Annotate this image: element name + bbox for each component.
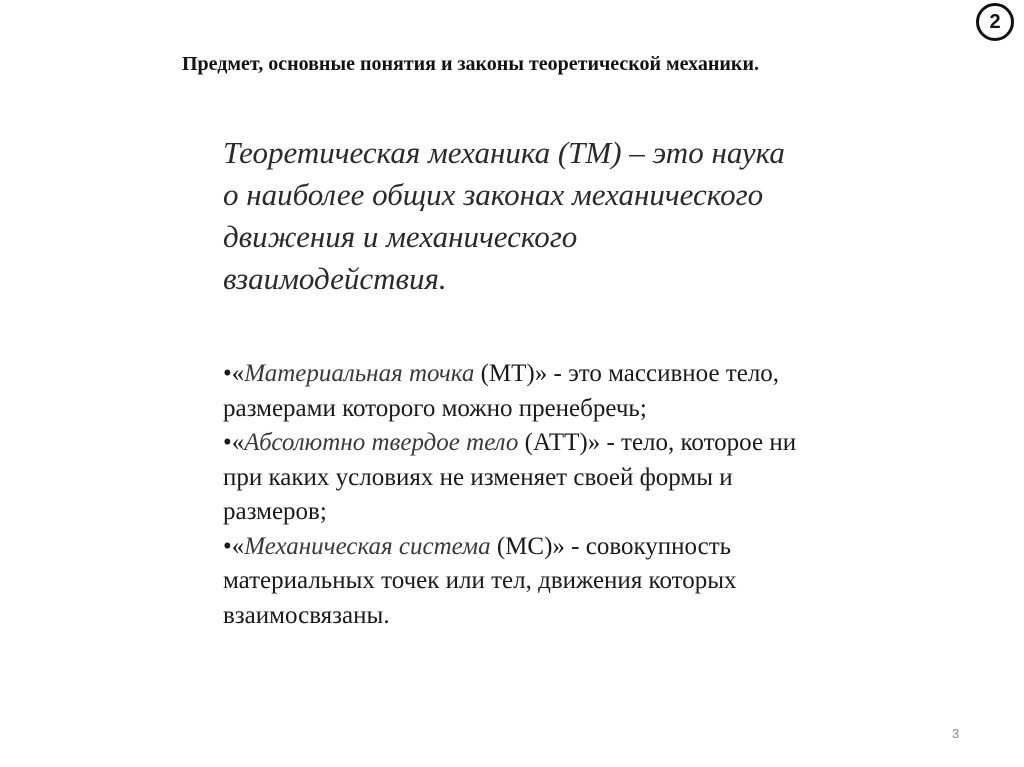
slide-section-badge: 2 — [976, 3, 1014, 41]
term-abbr: (МТ)» — [474, 360, 548, 387]
terms-list — [223, 357, 923, 633]
term-description: - совокупность — [564, 532, 732, 560]
term-description: - тело, которое ни — [600, 429, 797, 456]
term-description-line: размеров; — [223, 498, 327, 525]
slide-title: Предмет, основные понятия и законы теоретической механики. — [182, 53, 759, 75]
term-name: Механическая система — [244, 532, 491, 560]
bullet-prefix: •« — [223, 360, 245, 387]
definition-line: взаимодействия. — [223, 261, 447, 296]
term-name: Абсолютно твердое тело — [244, 429, 519, 456]
term-description: - это массивное тело, — [547, 360, 780, 387]
list-item — [223, 357, 923, 392]
term-description-line: при каких условиях не изменяет своей формы и — [223, 463, 733, 491]
bullet-prefix: •« — [223, 532, 245, 560]
term-description-line: размерами которого можно пренебречь; — [223, 394, 647, 422]
term-abbr: (МС)» — [490, 532, 565, 560]
term-name: Материальная точка — [244, 360, 475, 387]
list-item — [223, 530, 923, 565]
definition-line: Теоретическая механика (ТМ) – это наука — [223, 135, 785, 170]
definition-block — [223, 132, 883, 300]
term-description-line: материальных точек или тел, движения которых — [223, 567, 737, 594]
term-abbr: (АТТ)» — [518, 429, 601, 456]
definition-line: движения и механического — [223, 219, 578, 254]
slide-number: 3 — [952, 726, 960, 741]
definition-line: о наиболее общих законах механического — [223, 177, 764, 212]
bullet-prefix: •« — [223, 429, 245, 456]
list-item — [223, 426, 923, 461]
term-description-line: взаимосвязаны. — [223, 601, 390, 629]
